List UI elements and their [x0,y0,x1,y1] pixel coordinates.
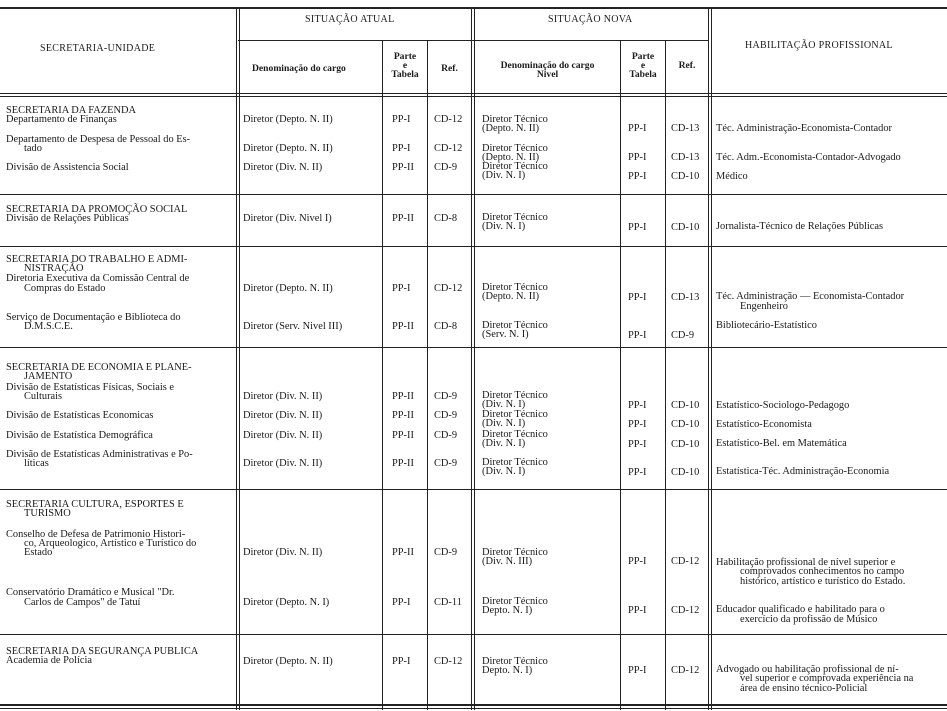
habilitacao: Bibliotecário-Estatístico [716,320,817,331]
parte-nova: PP-I [628,400,647,411]
ref-nova: CD-9 [671,330,695,341]
cargo-novo-nivel: (Depto. N. II) [482,123,540,134]
cargo-atual: Diretor (Depto. N. II) [243,143,333,154]
ref-atual: CD-9 [434,458,458,469]
unit-name: Departamento de Finanças [6,114,117,125]
cargo-novo: Diretor Técnico [482,282,548,293]
unit-name: Departamento de Despesa de Pessoal do Es- [6,134,191,145]
cargo-novo-nivel: Depto. N. I) [482,605,533,616]
parte-nova: PP-I [628,439,647,450]
unit-name-cont: Estado [24,547,53,558]
habilitacao: Estatístico-Economista [716,419,812,430]
habilitacao: Estatístico-Sociologo-Pedagogo [716,400,850,411]
unit-name-cont: co, Arqueologico, Artístico e Turístico do [24,538,197,549]
parte-atual: PP-II [392,458,414,469]
ref-atual: CD-9 [434,391,458,402]
cargo-novo: Diretor Técnico [482,656,548,667]
habilitacao: Téc. Administração-Economista-Contador [716,123,893,134]
cargo-novo-nivel: (Div. N. III) [482,556,533,567]
cargo-novo-nivel: (Div. N. I) [482,418,526,429]
unit-name-cont: Culturais [24,391,63,402]
habilitacao: Habilitação profissional de nível superior e [716,557,896,568]
ref-nova: CD-10 [671,467,700,478]
unit-name-cont: Compras do Estado [24,283,106,294]
cargo-atual: Diretor (Div. N. II) [243,162,323,173]
cargo-novo: Diretor Técnico [482,596,548,607]
parte-nova: PP-I [628,292,647,303]
cargo-novo: Diretor Técnico [482,547,548,558]
unit-name: Divisão de Assistencia Social [6,162,129,173]
ref-atual: CD-9 [434,547,458,558]
parte-atual: PP-I [392,656,411,667]
cargo-atual: Diretor (Div. N. II) [243,458,323,469]
cargo-atual: Diretor (Div. N. II) [243,430,323,441]
header-ref: Ref. [441,63,458,74]
cargo-novo: Diretor Técnico [482,320,548,331]
ref-nova: CD-10 [671,439,700,450]
parte-nova: PP-I [628,152,647,163]
parte-atual: PP-I [392,283,411,294]
section-title: SECRETARIA DA FAZENDA [6,105,137,116]
column-line [236,7,237,710]
parte-nova: PP-I [628,665,647,676]
cargo-atual: Diretor (Div. Nivel I) [243,213,332,224]
parte-nova: PP-I [628,556,647,567]
cargo-novo: Diretor Técnico [482,409,548,420]
column-line [427,40,428,710]
ref-nova: CD-10 [671,171,700,182]
column-line [382,40,383,710]
parte-nova: PP-I [628,222,647,233]
parte-nova: PP-I [628,605,647,616]
section-title-cont: NISTRAÇÃO [24,263,84,274]
parte-nova: PP-I [628,123,647,134]
ref-nova: CD-13 [671,292,700,303]
parte-atual: PP-I [392,597,411,608]
ref-atual: CD-9 [434,410,458,421]
unit-name-cont: D.M.S.C.E. [24,321,73,332]
header-parte-nova: Parte [631,51,655,62]
parte-nova: PP-I [628,419,647,430]
header-ref-nova: Ref. [678,60,696,71]
cargo-atual: Diretor (Depto. N. II) [243,656,333,667]
cargo-atual: Diretor (Div. N. II) [243,391,323,402]
cargo-novo: Diretor Técnico [482,114,548,125]
habilitacao: Estatística-Téc. Administração-Economia [716,466,890,477]
ref-nova: CD-10 [671,419,700,430]
ref-atual: CD-9 [434,430,458,441]
habilitacao: Educador qualificado e habilitado para o [716,604,885,615]
ref-nova: CD-12 [671,605,700,616]
cargo-novo-nivel: (Div. N. I) [482,221,526,232]
ref-nova: CD-12 [671,556,700,567]
habilitacao-cont: comprovados conhecimentos no campo [740,566,905,577]
cargo-novo-nivel: (Serv. N. I) [482,329,529,340]
cargo-novo-nivel: Depto. N. I) [482,665,533,676]
cargo-novo-nivel: (Div. N. I) [482,170,526,181]
parte-atual: PP-II [392,162,414,173]
ref-atual: CD-9 [434,162,458,173]
habilitacao-cont: área de ensino técnico-Policial [740,683,868,694]
unit-name: Conselho de Defesa de Patrimonio Histori- [6,529,186,540]
cargo-novo-nivel: (Div. N. I) [482,438,526,449]
cargo-atual: Diretor (Depto. N. I) [243,597,330,608]
header-nivel: Nivel [536,69,559,80]
ref-atual: CD-8 [434,321,458,332]
ref-nova: CD-10 [671,400,700,411]
header-e-nova: e [640,60,646,71]
section-title-cont: TURISMO [24,508,71,519]
ref-atual: CD-12 [434,656,463,667]
section-title: SECRETARIA DA PROMOÇÃO SOCIAL [6,204,188,215]
parte-atual: PP-II [392,410,414,421]
habilitacao: Advogado ou habilitação profissional de ní- [716,664,899,675]
habilitacao-cont: Engenheiro [740,301,788,312]
cargo-novo: Diretor Técnico [482,390,548,401]
header-tabela: Tabela [391,69,419,80]
unit-name-cont: tado [24,143,42,154]
cargo-novo: Diretor Técnico [482,161,548,172]
column-line [711,7,712,710]
unit-name: Serviço de Documentação e Biblioteca do [6,312,181,323]
column-line [708,7,709,710]
ref-nova: CD-13 [671,123,700,134]
cargo-novo: Diretor Técnico [482,429,548,440]
header-parte: Parte [393,51,417,62]
unit-name: Divisão de Relações Públicas [6,213,129,224]
ref-atual: CD-12 [434,143,463,154]
unit-name: Academia de Polícia [6,655,92,666]
cargo-novo: Diretor Técnico [482,143,548,154]
ref-atual: CD-8 [434,213,458,224]
unit-name-cont: Carlos de Campos" de Tatuí [24,597,141,608]
header-e: e [402,60,408,71]
cargo-novo: Diretor Técnico [482,212,548,223]
unit-name: Conservatório Dramático e Musical "Dr. [6,587,175,598]
cargo-novo: Diretor Técnico [482,457,548,468]
column-line [620,40,621,710]
header-situacao-nova: SITUAÇÃO NOVA [548,14,633,25]
section-title-cont: JAMENTO [24,371,73,382]
habilitacao: Téc. Administração — Economista-Contador [716,291,905,302]
ref-nova: CD-10 [671,222,700,233]
unit-name: Divisão de Estatísticas Administrativas e Po- [6,449,193,460]
parte-atual: PP-II [392,547,414,558]
column-line [239,7,240,710]
unit-name: Divisão de Estatísticas Economicas [6,410,154,421]
parte-atual: PP-I [392,143,411,154]
habilitacao: Téc. Adm.-Economista-Contador-Advogado [716,152,901,163]
parte-atual: PP-II [392,430,414,441]
parte-nova: PP-I [628,330,647,341]
column-line [474,7,475,710]
habilitacao-cont: exercício da profissão de Músico [740,614,878,625]
cargo-atual: Diretor (Div. N. II) [243,410,323,421]
header-situacao-atual: SITUAÇÃO ATUAL [305,14,395,25]
cargo-atual: Diretor (Depto. N. II) [243,114,333,125]
ref-nova: CD-13 [671,152,700,163]
parte-atual: PP-II [392,213,414,224]
parte-nova: PP-I [628,171,647,182]
habilitacao: Jornalista-Técnico de Relações Públicas [716,221,884,232]
section-title: SECRETARIA DO TRABALHO E ADMI- [6,254,188,265]
habilitacao-cont: vel superior e comprovada experiência na [740,673,914,684]
header-habilitacao: HABILITAÇÃO PROFISSIONAL [745,40,893,51]
unit-name: Diretoria Executiva da Comissão Central de [6,273,190,284]
unit-name-cont: líticas [24,458,49,469]
section-title: SECRETARIA CULTURA, ESPORTES E [6,499,184,510]
cargo-atual: Diretor (Div. N. II) [243,547,323,558]
ref-atual: CD-11 [434,597,462,608]
parte-atual: PP-I [392,114,411,125]
column-line [471,7,472,710]
ref-nova: CD-12 [671,665,700,676]
cargo-novo-nivel: (Div. N. I) [482,399,526,410]
habilitacao-cont: histórico, artístico e turístico do Estado. [740,576,906,587]
section-title: SECRETARIA DA SEGURANÇA PUBLICA [6,646,199,657]
parte-atual: PP-II [392,391,414,402]
parte-atual: PP-II [392,321,414,332]
unit-name: Divisão de Estatística Demográfica [6,430,153,441]
header-secretaria-unidade: SECRETARIA-UNIDADE [40,43,156,54]
parte-nova: PP-I [628,467,647,478]
cargo-atual: Diretor (Serv. Nivel III) [243,321,343,332]
column-line [665,40,666,710]
cargo-atual: Diretor (Depto. N. II) [243,283,333,294]
unit-name: Divisão de Estatísticas Físicas, Sociais e [6,382,174,393]
ref-atual: CD-12 [434,283,463,294]
habilitacao: Estatístico-Bel. em Matemática [716,438,847,449]
ref-atual: CD-12 [434,114,463,125]
subheader-divider [238,40,708,41]
header-denominacao-atual: Denominação do cargo [252,63,346,74]
header-denominacao-nova: Denominação do cargo [500,60,595,71]
section-title: SECRETARIA DE ECONOMIA E PLANE- [6,362,192,373]
cargo-novo-nivel: (Depto. N. II) [482,152,540,163]
habilitacao: Médico [716,171,748,182]
header-tabela-nova: Tabela [629,69,657,80]
cargo-novo-nivel: (Div. N. I) [482,466,526,477]
cargo-novo-nivel: (Depto. N. II) [482,291,540,302]
